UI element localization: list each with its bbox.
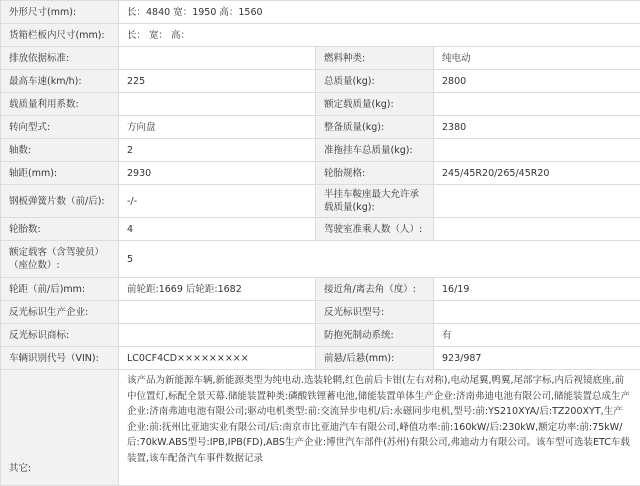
table-row bbox=[1, 241, 640, 278]
trailer-mass-label: 准拖挂车总质量(kg): bbox=[316, 139, 434, 162]
table-row bbox=[1, 116, 640, 139]
abs-value: 有 bbox=[434, 324, 640, 347]
fuel-type-value: 纯电动 bbox=[434, 47, 640, 70]
steering-label: 转向型式: bbox=[1, 116, 119, 139]
overhang-label: 前悬/后悬(mm): bbox=[316, 347, 434, 370]
table-row bbox=[1, 218, 640, 241]
table-row bbox=[1, 301, 640, 324]
max-speed-label: 最高车速(km/h): bbox=[1, 70, 119, 93]
tire-spec-value: 245/45R20/265/45R20 bbox=[434, 162, 640, 185]
other-value: 该产品为新能源车辆,新能源类型为纯电动.选装轮辋,红色前后卡钳(左右对称),电动尾翼,鸭翼,尾部字标,内后视镜底座,前中位置灯,标配全景天幕.储能装置种类:磷酸铁锂蓄电池,储能装置单体生产企业:济南弗迪电池有限公司,储能装置总成生产企业:济南弗迪电池有限公司;驱动电机类型:前:交流异步电机/后:永磁同步电机,型号:前:YS210XYA/后:TZ200XYT,生产企业:前:抚州比亚迪实业有限公司/后:南京市比亚迪汽车有限公司,峰值功率:前:160kW/后:230kW,额定功率:前:75kW/后:70kW.ABS型号:IPB,IPB(FD),ABS生产企业:博世汽车部件(苏州)有限公司,弗迪动力有限公司。该车型可选装ETC车载装置,该车配备汽车事件数据记录 bbox=[119, 370, 640, 486]
table-row bbox=[1, 1, 640, 24]
wheelbase-value: 2930 bbox=[119, 162, 316, 185]
fuel-type-label: 燃料种类: bbox=[316, 47, 434, 70]
axles-value: 2 bbox=[119, 139, 316, 162]
rated-load-value bbox=[434, 93, 640, 116]
curb-mass-value: 2380 bbox=[434, 116, 640, 139]
max-speed-value: 225 bbox=[119, 70, 316, 93]
abs-label: 防抱死制动系统: bbox=[316, 324, 434, 347]
total-mass-label: 总质量(kg): bbox=[316, 70, 434, 93]
reflector-maker-value bbox=[119, 301, 316, 324]
table-row bbox=[1, 139, 640, 162]
reflector-model-value bbox=[434, 301, 640, 324]
reflector-model-label: 反光标识型号: bbox=[316, 301, 434, 324]
other-label: 其它: bbox=[1, 370, 119, 486]
vin-value: LC0CF4CD××××××××× bbox=[119, 347, 316, 370]
table-row bbox=[1, 278, 640, 301]
saddle-load-value bbox=[434, 185, 640, 218]
steering-value: 方向盘 bbox=[119, 116, 316, 139]
springs-value: -/- bbox=[119, 185, 316, 218]
emission-label: 排放依据标准: bbox=[1, 47, 119, 70]
capacity-value: 5 bbox=[119, 241, 640, 278]
table-row bbox=[1, 47, 640, 70]
curb-mass-label: 整备质量(kg): bbox=[316, 116, 434, 139]
track-value: 前轮距:1669 后轮距:1682 bbox=[119, 278, 316, 301]
saddle-load-label: 半挂车鞍座最大允许承载质量(kg): bbox=[316, 185, 434, 218]
vin-label: 车辆识别代号（VIN): bbox=[1, 347, 119, 370]
table-row bbox=[1, 162, 640, 185]
table-row bbox=[1, 70, 640, 93]
outer-size-value: 长：4840 宽：1950 高：1560 bbox=[119, 1, 640, 24]
tire-count-value: 4 bbox=[119, 218, 316, 241]
load-coef-value bbox=[119, 93, 316, 116]
rated-load-label: 额定载质量(kg): bbox=[316, 93, 434, 116]
table-row bbox=[1, 24, 640, 47]
outer-size-label: 外形尺寸(mm): bbox=[1, 1, 119, 24]
table-row bbox=[1, 93, 640, 116]
load-coef-label: 载质量利用系数: bbox=[1, 93, 119, 116]
overhang-value: 923/987 bbox=[434, 347, 640, 370]
table-row bbox=[1, 185, 640, 218]
tire-count-label: 轮胎数: bbox=[1, 218, 119, 241]
reflector-brand-value bbox=[119, 324, 316, 347]
springs-label: 钢板弹簧片数（前/后): bbox=[1, 185, 119, 218]
reflector-brand-label: 反光标识商标: bbox=[1, 324, 119, 347]
emission-value bbox=[119, 47, 316, 70]
cargo-size-label: 货箱栏板内尺寸(mm): bbox=[1, 24, 119, 47]
wheelbase-label: 轴距(mm): bbox=[1, 162, 119, 185]
axles-label: 轴数: bbox=[1, 139, 119, 162]
approach-angle-value: 16/19 bbox=[434, 278, 640, 301]
table-row bbox=[1, 370, 640, 486]
total-mass-value: 2800 bbox=[434, 70, 640, 93]
capacity-label: 额定载客（含驾驶员）（座位数）: bbox=[1, 241, 119, 278]
table-row bbox=[1, 347, 640, 370]
cargo-size-value: 长： 宽： 高： bbox=[119, 24, 640, 47]
track-label: 轮距（前/后)mm: bbox=[1, 278, 119, 301]
cab-occupants-value bbox=[434, 218, 640, 241]
table-row bbox=[1, 324, 640, 347]
cab-occupants-label: 驾驶室准乘人数（人）: bbox=[316, 218, 434, 241]
reflector-maker-label: 反光标识生产企业: bbox=[1, 301, 119, 324]
approach-angle-label: 接近角/离去角（度）: bbox=[316, 278, 434, 301]
trailer-mass-value bbox=[434, 139, 640, 162]
tire-spec-label: 轮胎规格: bbox=[316, 162, 434, 185]
